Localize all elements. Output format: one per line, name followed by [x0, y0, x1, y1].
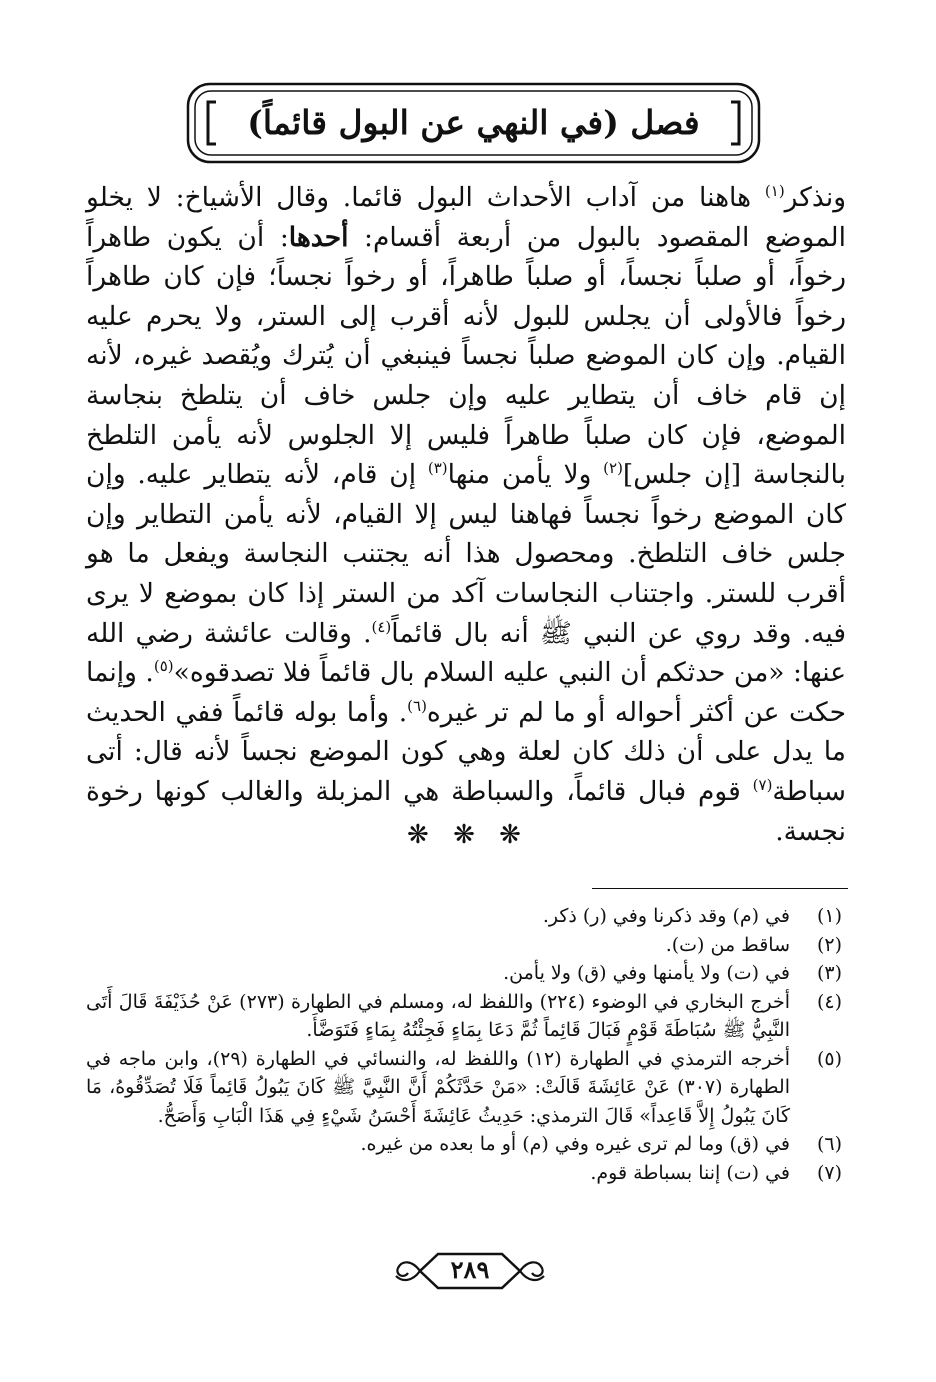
footnote-item — [86, 1159, 846, 1188]
body-text-run: هاهنا من آداب الأحداث البول قائما. وقال الأشياخ: لا يخلو الموضع المقصود بالبول من أربعة أقسام: — [86, 182, 846, 253]
body-text-run: ولا يأمن منها — [447, 459, 604, 491]
body-paragraph — [86, 178, 846, 851]
footnote-ref: (٧) — [752, 776, 773, 795]
body-bold-term: أحدها — [288, 221, 349, 253]
footnote-number: (١) — [816, 905, 842, 927]
chapter-title: فصل (في النهي عن البول قائماً) — [247, 103, 700, 142]
footnote-ref: (٣) — [427, 459, 448, 478]
page-number: ٢٨٩ — [450, 1255, 490, 1284]
footnote-item — [86, 902, 846, 931]
body-text-run: . وقالت عائشة رضي الله عنها: «من حدثكم أن النبي عليه السلام بال قائماً فلا تصدقوه» — [86, 617, 847, 689]
body-text-run: . وإنما حكت عن أكثر أحواله أو ما لم تر غيره — [86, 657, 846, 728]
footnote-ref: (٤) — [371, 617, 392, 636]
footnote-text: ساقط من (ت). — [665, 933, 790, 956]
footnote-number: (٤) — [816, 990, 842, 1013]
footnote-text: أخرج البخاري في الوضوء (٢٢٤) واللفظ له، ومسلم في الطهارة (٢٧٣) عَنْ حُذَيْفَةَ قَالَ أَتَى النَّبِيُّ ﷺ سُبَاطَةَ قَوْمٍ فَبَالَ قَائِماً ثُمَّ دَعَا بِمَاءٍ فَجِئْتُهُ بِمَاءٍ فَتَوَضَّأَ. — [86, 990, 790, 1041]
footnote-text: في (ت) إننا بسباطة قوم. — [590, 1161, 790, 1184]
body-text-run: : أن يكون طاهراً رخواً، أو صلباً نجساً، أو صلباً طاهراً، أو رخواً نجساً؛ فإن كان طاهراً رخواً فالأولى أن يجلس للبول لأنه أقرب إلى الستر، ولا يحرم عليه القيام. وإن كان الموضع صلباً نجساً فينبغي أن يُترك ويُقصد غيره، لأنه إن قام خاف أن يتطاير عليه وإن جلس خاف أن يتلطخ بنجاسة الموضع، فإن كان صلباً طاهراً فليس إلا الجلوس لأنه يأمن التلطخ بالنجاسة [إن جلس] — [86, 221, 847, 491]
footnote-text: في (ق) وما لم ترى غيره وفي (م) أو ما بعده من غيره. — [360, 1133, 790, 1155]
body-text-run: قوم فبال قائماً، والسباطة هي المزبلة والغالب كونها رخوة نجسة. — [86, 775, 846, 847]
footnote-separator — [592, 888, 848, 889]
footnote-text: في (م) وقد ذكرنا وفي (ر) ذكر. — [542, 905, 790, 927]
footnote-item — [86, 1045, 846, 1131]
footnote-text: في (ت) ولا يأمنها وفي (ق) ولا يأمن. — [503, 962, 790, 984]
footnotes — [86, 902, 846, 1187]
footnote-item — [86, 988, 846, 1045]
footnote-ref: (١) — [764, 182, 785, 201]
section-ornament: ❋ ❋ ❋ — [407, 820, 529, 850]
footnote-number: (٢) — [816, 933, 842, 956]
footnote-number: (٥) — [816, 1047, 842, 1070]
footnote-ref: (٥) — [153, 657, 174, 676]
footnote-text: أخرجه الترمذي في الطهارة (١٢) واللفظ له، والنسائي في الطهارة (٢٩)، وابن ماجه في الطهارة (٣٠٧) عَنْ عَائِشَةَ قَالَتْ: «مَنْ حَدَّثَكُمْ أَنَّ النَّبِيَّ ﷺ كَانَ يَبُولُ قَائِماً فَلَا تُصَدِّقُوهُ، مَا كَانَ يَبُولُ إِلاَّ قَاعِداً» قَالَ الترمذي: حَدِيثُ عَائِشَةَ أَحْسَنُ شَيْءٍ فِي هَذَا الْبَابِ وَأَصَحُّ. — [86, 1047, 790, 1127]
body-text-run: إن قام، لأنه يتطاير عليه. وإن كان الموضع رخواً نجساً فهاهنا ليس إلا القيام، لأنه يأمن التطاير وإن جلس خاف التلطخ. ومحصول هذا أنه يجتنب النجاسة ويفعل ما هو أقرب للستر. واجتناب النجاسات آكد من الستر إذا كان بموضع لا يرى فيه. وقد روي عن النبي ﷺ أنه بال قائماً — [86, 459, 846, 649]
footnote-ref: (٢) — [603, 459, 623, 478]
page-number-ornament — [386, 1248, 554, 1294]
footnote-ref: (٦) — [407, 696, 427, 715]
footnote-number: (٦) — [816, 1133, 842, 1155]
body-text-run: ونذكر — [784, 182, 846, 213]
chapter-title-frame — [186, 82, 761, 164]
footnote-item — [86, 959, 846, 988]
footnote-item — [86, 1130, 846, 1159]
footnote-item — [86, 931, 846, 960]
footnote-number: (٣) — [816, 962, 842, 984]
body-text-run: . وأما بوله قائماً ففي الحديث ما يدل على أن ذلك كان لعلة وهي كون الموضع نجساً لأنه قال: أتى سباطة — [86, 696, 846, 807]
footnote-number: (٧) — [816, 1161, 842, 1184]
